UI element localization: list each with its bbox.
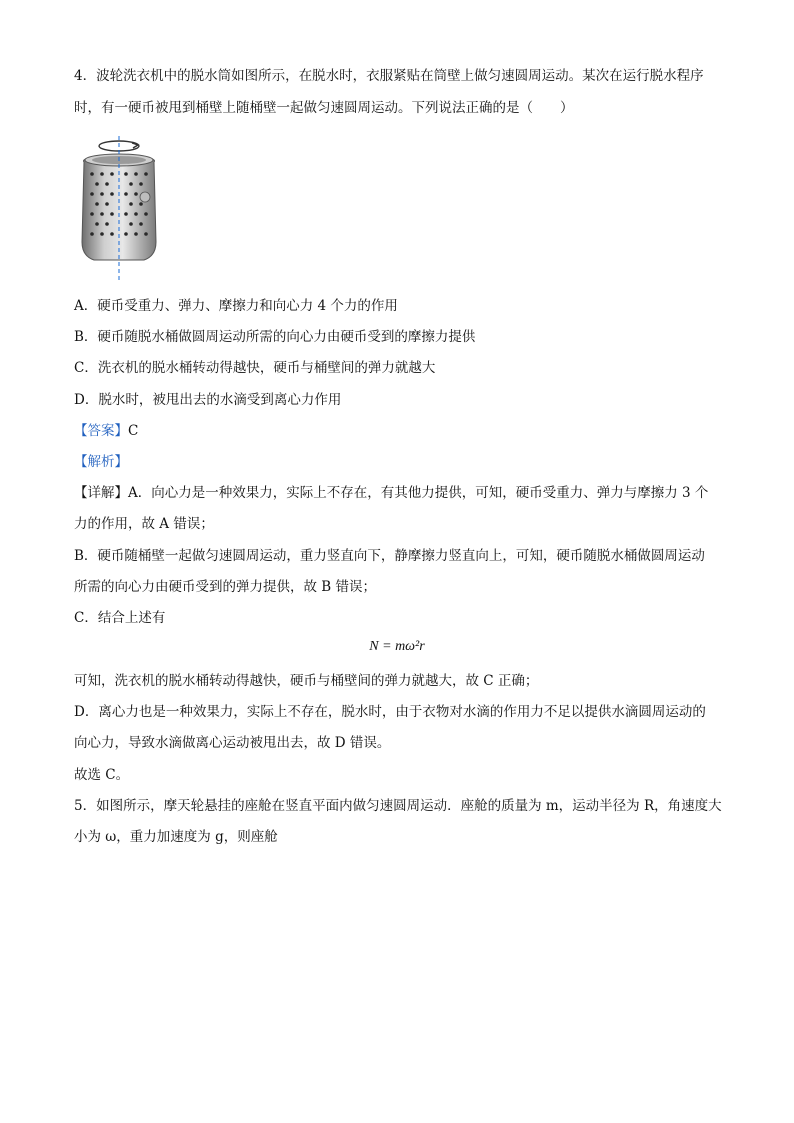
- q4-option-b: B．硬币随脱水桶做圆周运动所需的向心力由硬币受到的摩擦力提供: [74, 329, 476, 345]
- detail-line3: B．硬币随桶壁一起做匀速圆周运动，重力竖直向下，静摩擦力竖直向上，可知，硬币随脱水桶做圆周运动: [74, 548, 705, 564]
- q4-option-c: C．洗衣机的脱水桶转动得越快，硬币与桶壁间的弹力就越大: [74, 360, 436, 376]
- answer-line: [74, 421, 138, 441]
- spin-drum-figure: [74, 134, 164, 286]
- detail-tag: 【详解】: [74, 485, 128, 501]
- q5-stem-line1: 5．如图所示，摩天轮悬挂的座舱在竖直平面内做匀速圆周运动．座舱的质量为 m，运动半径为 R，角速度大: [74, 798, 722, 814]
- answer-value: C: [128, 423, 139, 439]
- detail-line8: 向心力，导致水滴做离心运动被甩出去，故 D 错误。: [74, 735, 391, 751]
- answer-tag: 【答案】: [74, 423, 128, 439]
- conclusion: 故选 C。: [74, 767, 130, 783]
- detail-line2: 力的作用，故 A 错误；: [74, 516, 214, 532]
- analysis-tag: 【解析】: [74, 454, 128, 470]
- q4-stem-line2: 时，有一硬币被甩到桶壁上随桶壁一起做匀速圆周运动。下列说法正确的是（ ）: [74, 100, 574, 116]
- washing-drum-illustration: [74, 134, 164, 282]
- q5-stem-line2: 小为 ω，重力加速度为 g，则座舱: [74, 829, 278, 845]
- detail-line6: 可知，洗衣机的脱水桶转动得越快，硬币与桶壁间的弹力就越大，故 C 正确；: [74, 673, 539, 689]
- detail-line1-wrap: [74, 483, 708, 503]
- q4-option-d: D．脱水时，被甩出去的水滴受到离心力作用: [74, 392, 342, 408]
- q4-option-a: A．硬币受重力、弹力、摩擦力和向心力 4 个力的作用: [74, 298, 398, 314]
- q4-stem-line1: 4．波轮洗衣机中的脱水筒如图所示，在脱水时，衣服紧贴在筒壁上做匀速圆周运动。某次在运行脱水程序: [74, 68, 704, 84]
- detail-line5: C．结合上述有: [74, 610, 166, 626]
- detail-line4: 所需的向心力由硬币受到的弹力提供，故 B 错误；: [74, 579, 377, 595]
- coin-icon: [140, 192, 150, 202]
- detail-line1: A．向心力是一种效果力，实际上不存在，有其他力提供，可知，硬币受重力、弹力与摩擦力 3 个: [128, 485, 709, 501]
- formula-centripetal: N = mω²r: [369, 639, 425, 654]
- detail-line7: D．离心力也是一种效果力，实际上不存在，脱水时，由于衣物对水滴的作用力不足以提供水滴圆周运动的: [74, 704, 706, 720]
